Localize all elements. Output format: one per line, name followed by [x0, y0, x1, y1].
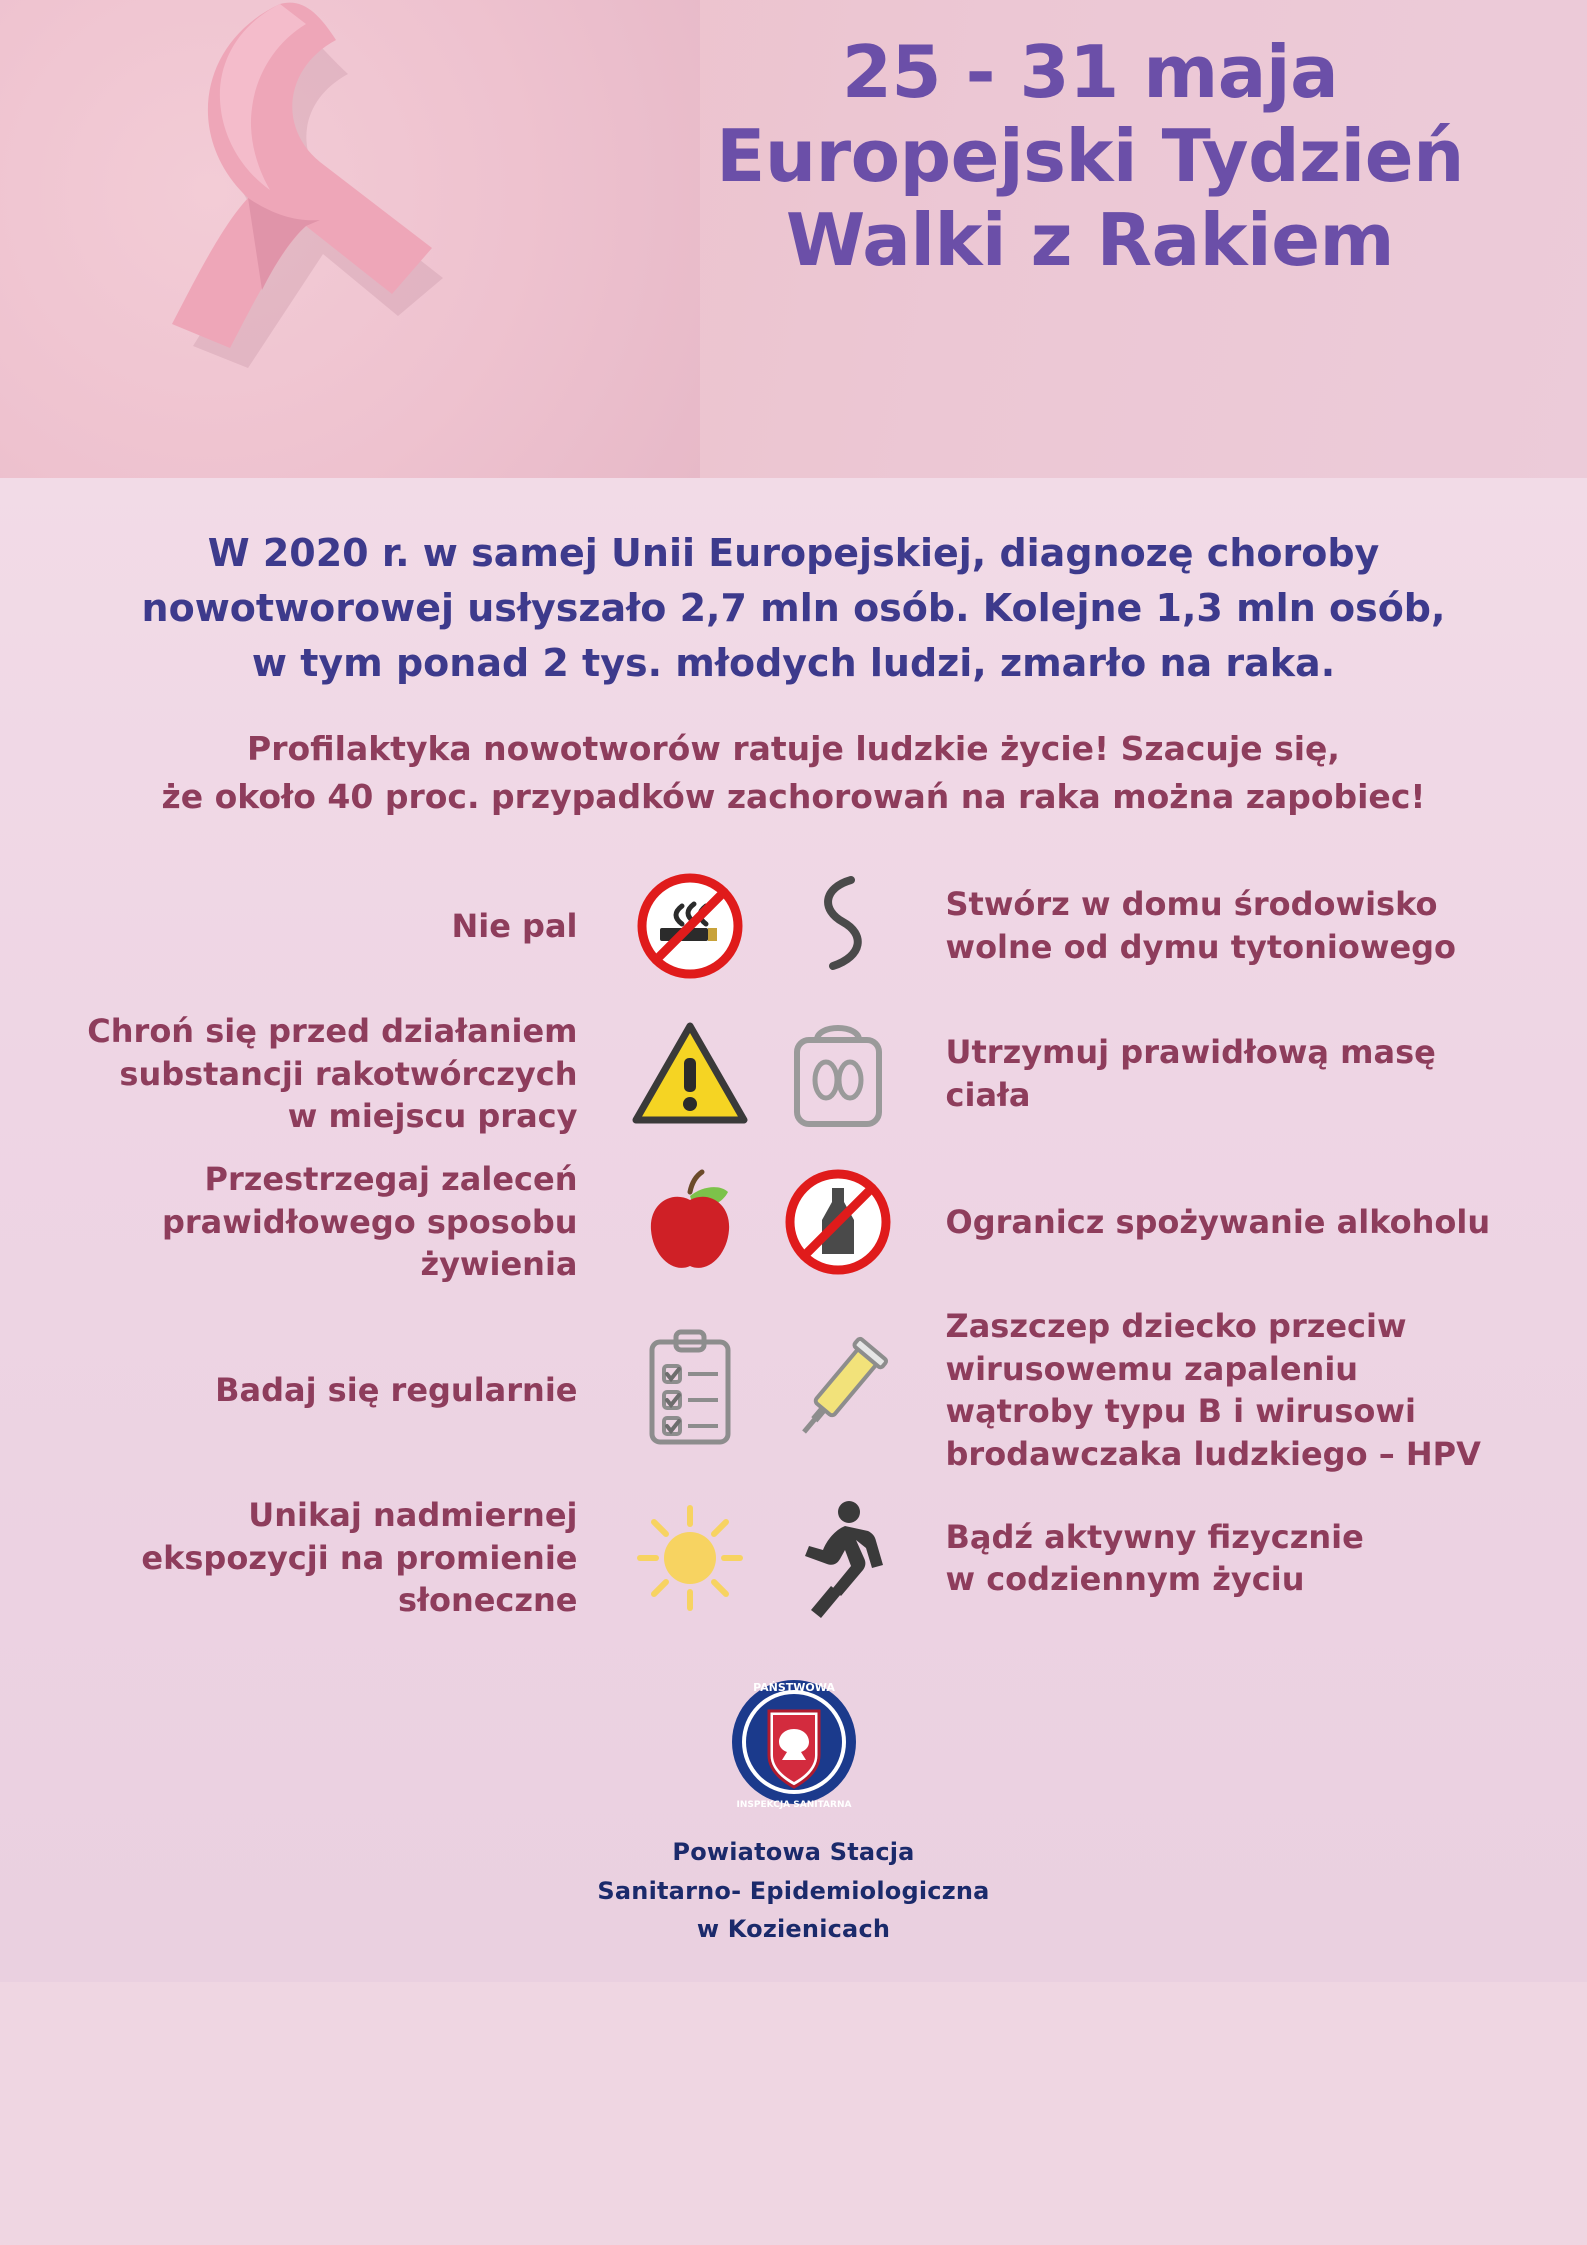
running-person-icon — [773, 1493, 903, 1623]
tip-text-line: Przestrzegaj zaleceń — [204, 1160, 578, 1199]
tip-text-line: ciała — [945, 1075, 1031, 1114]
poster-body — [0, 478, 1587, 1982]
organization-name — [0, 1833, 1587, 1948]
syringe-icon — [773, 1325, 903, 1455]
title-line-2: Europejski Tydzień — [716, 114, 1464, 199]
tip-left-text — [44, 1369, 604, 1412]
tip-right-text — [924, 1305, 1544, 1475]
tip-row — [44, 1009, 1544, 1139]
crest-bottom-text: INSPEKCJA SANITARNA — [736, 1800, 851, 1811]
title-line-3: Walki z Rakiem — [785, 198, 1395, 283]
subtitle-paragraph — [94, 725, 1494, 821]
tip-text-line: Ogranicz spożywanie alkoholu — [945, 1202, 1491, 1241]
footer-line-1: Powiatowa Stacja — [672, 1838, 915, 1867]
tip-left-text — [44, 1158, 604, 1286]
no-alcohol-icon — [773, 1157, 903, 1287]
tip-left-text — [44, 1010, 604, 1138]
panstwowa-inspekcja-sanitarna-crest-icon — [719, 1667, 869, 1817]
tip-text-line: substancji rakotwórczych — [119, 1054, 578, 1093]
tip-row — [44, 1493, 1544, 1623]
intro-line-1: W 2020 r. w samej Unii Europejskiej, diagnozę choroby — [207, 531, 1380, 575]
page-title — [620, 30, 1560, 283]
smoke-wisp-icon — [773, 861, 903, 991]
tip-text-line: Utrzymuj prawidłową masę — [945, 1033, 1436, 1072]
tip-right-text — [924, 1031, 1544, 1116]
poster-footer — [0, 1641, 1587, 1982]
tip-right-text — [924, 883, 1544, 968]
tip-row — [44, 861, 1544, 991]
tip-text-line: brodawczaka ludzkiego – HPV — [945, 1434, 1481, 1473]
no-smoking-icon — [625, 861, 755, 991]
pink-awareness-ribbon-icon — [80, 0, 600, 460]
tip-text-line: żywienia — [420, 1245, 578, 1284]
tip-text-line: w miejscu pracy — [287, 1097, 578, 1136]
ribbon-photo — [0, 0, 700, 478]
crest-top-text: PAŃSTWOWA — [752, 1681, 835, 1695]
tip-text-line: wirusowemu zapaleniu — [945, 1349, 1359, 1388]
weight-scale-icon — [773, 1009, 903, 1139]
poster-header — [0, 0, 1587, 478]
apple-icon — [625, 1157, 755, 1287]
intro-paragraph — [124, 526, 1464, 691]
tip-icons — [604, 1009, 924, 1139]
tip-text-line: prawidłowego sposobu — [161, 1202, 578, 1241]
subtitle-line-2: że około 40 proc. przypadków zachorowań na raka można zapobiec! — [161, 777, 1426, 817]
prevention-tips-list — [44, 861, 1544, 1623]
tip-text-line: Chroń się przed działaniem — [87, 1012, 578, 1051]
tip-right-text — [924, 1201, 1544, 1244]
tip-text-line: w codziennym życiu — [945, 1560, 1305, 1599]
tip-text-line: wątroby typu B i wirusowi — [945, 1392, 1416, 1431]
tip-row — [44, 1157, 1544, 1287]
tip-icons — [604, 1157, 924, 1287]
title-line-1: 25 - 31 maja — [841, 30, 1339, 114]
sun-icon — [625, 1493, 755, 1623]
tip-text-line: Stwórz w domu środowisko — [945, 885, 1438, 924]
footer-line-2: Sanitarno- Epidemiologiczna — [597, 1876, 990, 1905]
tip-icons — [604, 1493, 924, 1623]
tip-left-text — [44, 905, 604, 948]
tip-icons — [604, 861, 924, 991]
tip-text-line: Nie pal — [451, 906, 578, 945]
tip-text-line: słoneczne — [398, 1581, 578, 1620]
tip-icons — [604, 1325, 924, 1455]
tip-text-line: ekspozycji na promienie — [141, 1538, 578, 1577]
tip-text-line: wolne od dymu tytoniowego — [945, 927, 1457, 966]
tip-left-text — [44, 1494, 604, 1622]
subtitle-line-1: Profilaktyka nowotworów ratuje ludzkie życie! Szacuje się, — [247, 729, 1340, 769]
tip-right-text — [924, 1516, 1544, 1601]
tip-text-line: Badaj się regularnie — [215, 1370, 578, 1409]
tip-row — [44, 1305, 1544, 1475]
intro-line-3: w tym ponad 2 tys. młodych ludzi, zmarło na raka. — [251, 641, 1336, 686]
footer-line-3: w Kozienicach — [696, 1914, 891, 1943]
intro-line-2: nowotworowej usłyszało 2,7 mln osób. Kolejne 1,3 mln osób, — [141, 586, 1446, 631]
warning-triangle-icon — [625, 1009, 755, 1139]
checklist-clipboard-icon — [625, 1325, 755, 1455]
tip-text-line: Zaszczep dziecko przeciw — [945, 1306, 1407, 1345]
tip-text-line: Unikaj nadmiernej — [248, 1496, 578, 1535]
tip-text-line: Bądź aktywny fizycznie — [945, 1517, 1364, 1556]
